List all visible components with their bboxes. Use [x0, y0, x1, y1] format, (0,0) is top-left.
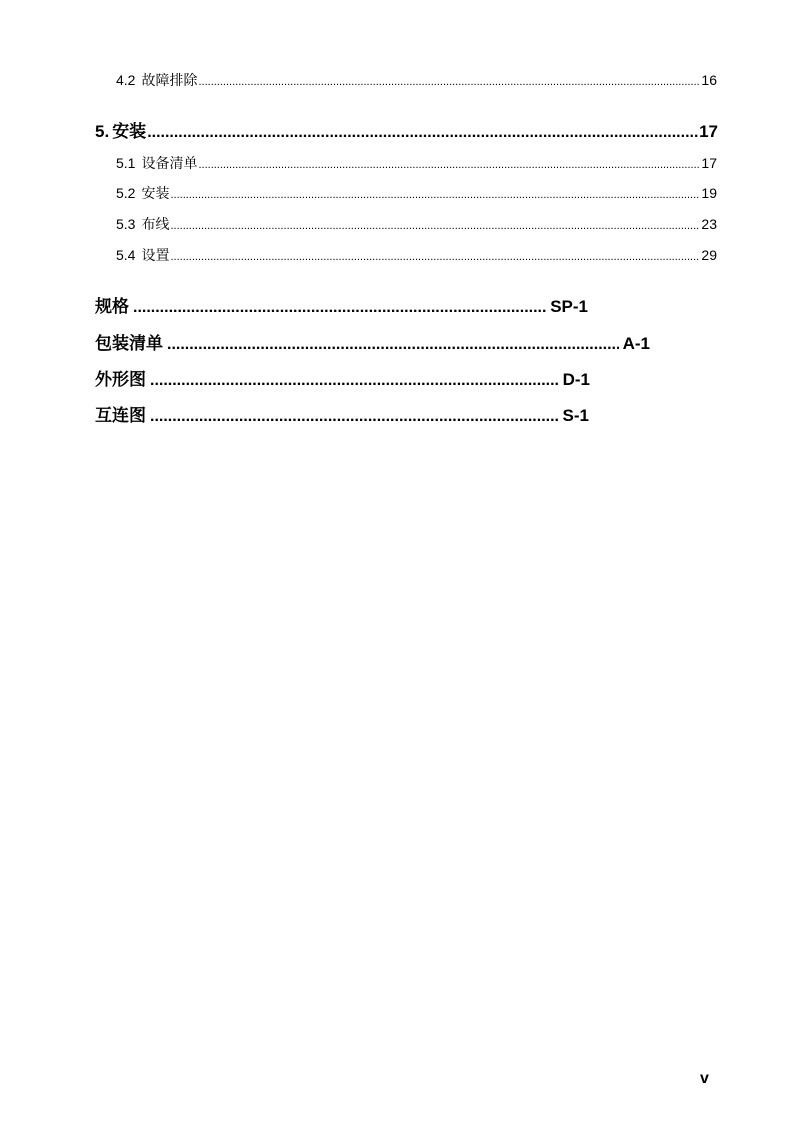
dot-leader	[167, 334, 619, 354]
toc-entry-title: 安装	[112, 122, 147, 141]
toc-entry-title: 设备清单	[141, 155, 198, 171]
toc-entry-page: 19	[701, 185, 717, 201]
toc-entry-5[interactable]	[95, 117, 718, 142]
dot-leader	[147, 122, 698, 142]
toc-entry-4-2[interactable]	[116, 70, 717, 90]
toc-entry-5-1[interactable]	[116, 153, 717, 173]
page-number: v	[700, 1070, 709, 1087]
toc-entry-number: 5.1	[116, 155, 136, 171]
dot-leader	[198, 155, 700, 171]
toc-entry-title: 外形图	[95, 370, 146, 389]
toc-entry-interconnect-diagram[interactable]	[95, 401, 589, 426]
dot-leader	[170, 216, 700, 232]
dot-leader	[198, 72, 700, 88]
toc-entry-spec[interactable]	[95, 292, 588, 317]
toc-entry-5-2[interactable]	[116, 183, 717, 203]
toc-entry-number: 5.4	[116, 247, 136, 263]
toc-entry-title: 规格	[95, 297, 129, 316]
toc-entry-title: 布线	[141, 216, 170, 232]
toc-entry-page: S-1	[562, 406, 589, 425]
toc-entry-page: D-1	[562, 370, 590, 389]
toc-entry-number: 5.	[95, 122, 110, 141]
dot-leader	[133, 297, 546, 317]
toc-entry-5-3[interactable]	[116, 214, 717, 234]
toc-entry-number: 4.2	[116, 72, 136, 88]
toc-entry-packing-list[interactable]	[95, 329, 650, 354]
toc-entry-number: 5.3	[116, 216, 136, 232]
dot-leader	[150, 370, 559, 390]
toc-entry-title: 包装清单	[95, 334, 163, 353]
toc-entry-outline-drawing[interactable]	[95, 365, 590, 390]
toc-entry-page: 17	[699, 122, 718, 141]
toc-entry-title: 故障排除	[141, 72, 198, 88]
toc-entry-page: 16	[701, 72, 717, 88]
dot-leader	[170, 185, 700, 201]
toc-entry-title: 安装	[141, 185, 170, 201]
toc-entry-number: 5.2	[116, 185, 136, 201]
toc-entry-page: A-1	[622, 334, 650, 353]
dot-leader	[170, 247, 700, 263]
toc-entry-page: 17	[701, 155, 717, 171]
toc-entry-page: 23	[701, 216, 717, 232]
toc-entry-page: SP-1	[550, 297, 588, 316]
toc-entry-page: 29	[701, 247, 717, 263]
toc-entry-title: 设置	[141, 247, 170, 263]
toc-entry-5-4[interactable]	[116, 245, 717, 265]
dot-leader	[150, 406, 559, 426]
toc-entry-title: 互连图	[95, 406, 146, 425]
